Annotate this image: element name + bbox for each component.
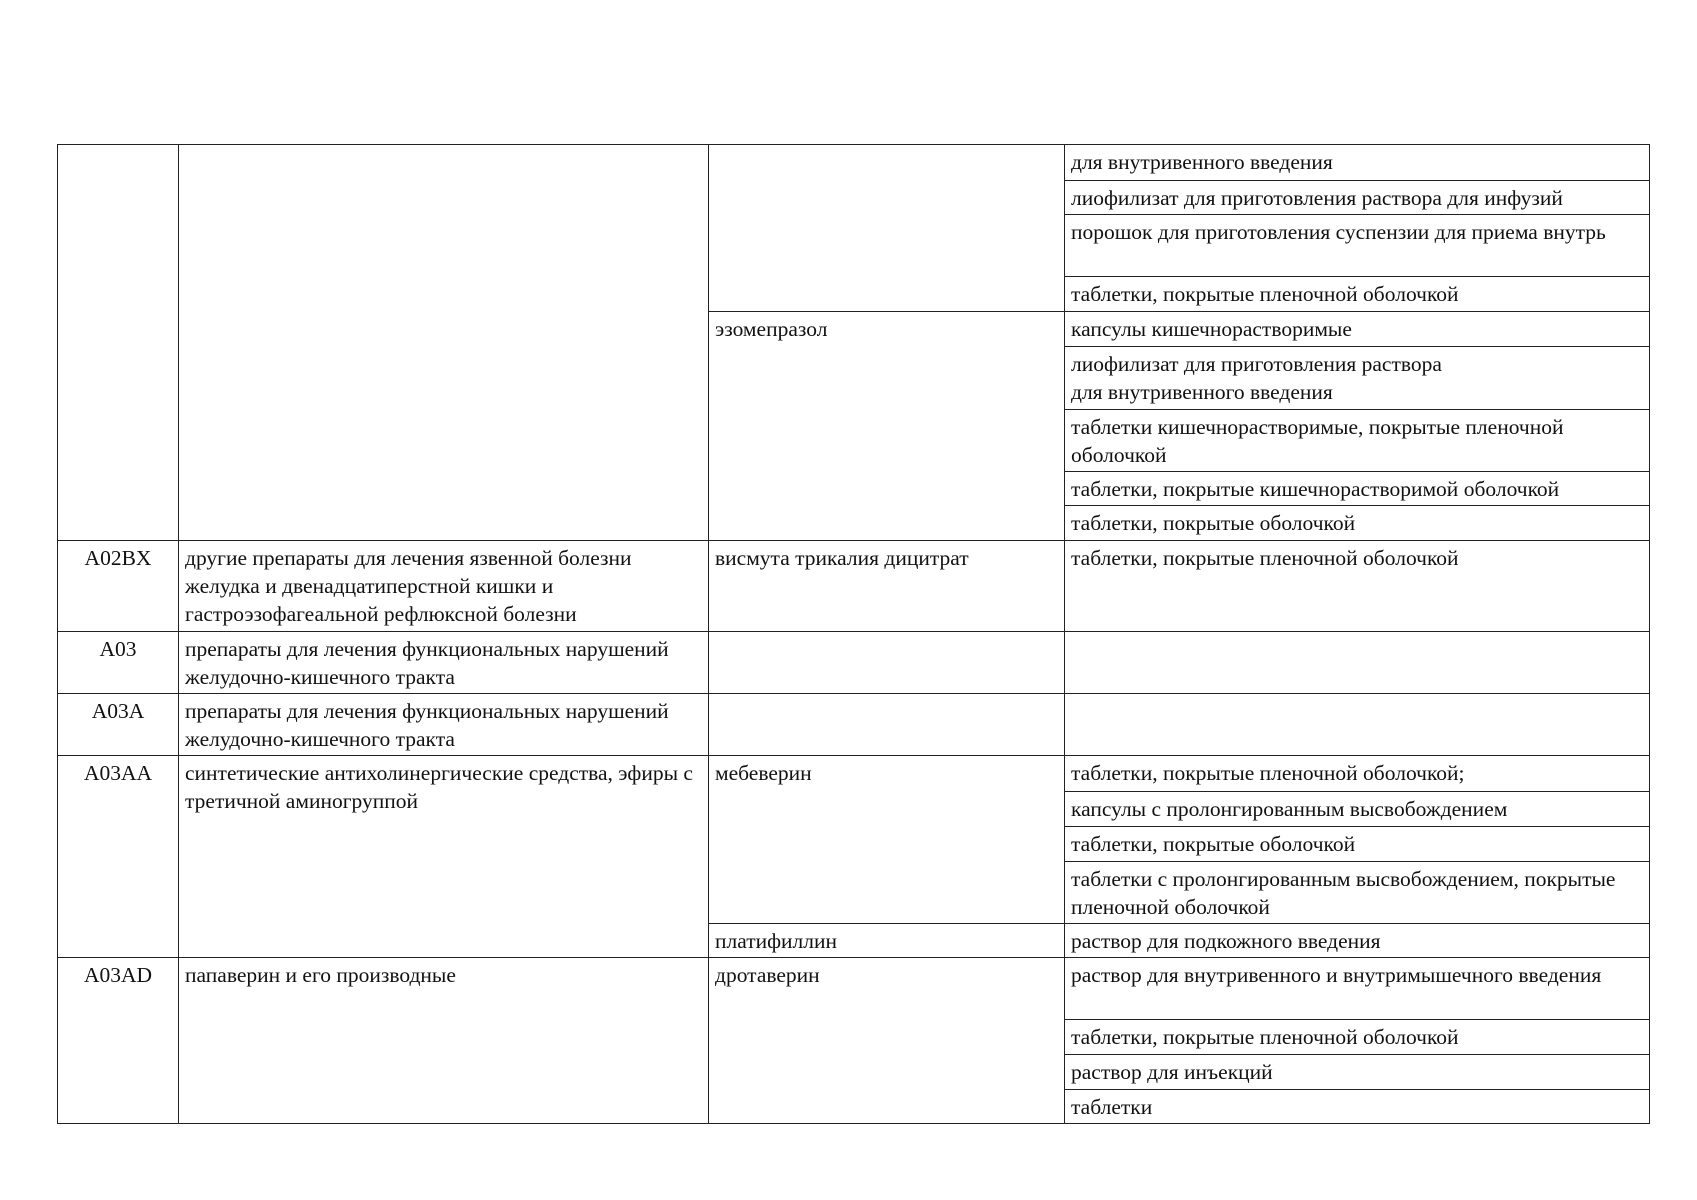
group-description-cell xyxy=(179,145,709,541)
group-description-cell: препараты для лечения функциональных нарушений желудочно-кишечного тракта xyxy=(179,632,709,694)
table-row xyxy=(58,541,1650,632)
dosage-form-cell: капсулы с пролонгированным высвобождением xyxy=(1065,792,1650,827)
group-description-cell: синтетические антихолинергические средства, эфиры с третичной аминогруппой xyxy=(179,756,709,958)
table-row xyxy=(58,145,1650,181)
dosage-form-cell: таблетки, покрытые пленочной оболочкой xyxy=(1065,1020,1650,1055)
drug-name-cell xyxy=(709,145,1065,312)
atc-code-cell: A02BX xyxy=(58,541,179,632)
group-description-cell: другие препараты для лечения язвенной болезни желудка и двенадцатиперстной кишки и гастроэзофагеальной рефлюксной болезни xyxy=(179,541,709,632)
table-body xyxy=(58,145,1650,1124)
dosage-form-cell: для внутривенного введения xyxy=(1065,145,1650,181)
dosage-form-cell: лиофилизат для приготовления раствора для инфузий xyxy=(1065,181,1650,215)
table-row xyxy=(58,632,1650,694)
atc-code-cell: A03 xyxy=(58,632,179,694)
dosage-form-cell: лиофилизат для приготовления раствора для внутривенного введения xyxy=(1065,347,1650,410)
atc-code-cell: A03AA xyxy=(58,756,179,958)
dosage-form-cell: раствор для внутривенного и внутримышечного введения xyxy=(1065,958,1650,1020)
group-description-cell: препараты для лечения функциональных нарушений желудочно-кишечного тракта xyxy=(179,694,709,756)
drug-name-cell xyxy=(709,632,1065,694)
dosage-form-cell: таблетки, покрытые пленочной оболочкой xyxy=(1065,277,1650,312)
dosage-form-cell xyxy=(1065,694,1650,756)
drug-list-table xyxy=(57,144,1650,1124)
dosage-form-cell: капсулы кишечнорастворимые xyxy=(1065,312,1650,347)
dosage-form-cell: таблетки с пролонгированным высвобождением, покрытые пленочной оболочкой xyxy=(1065,862,1650,924)
dosage-form-cell: таблетки, покрытые оболочкой xyxy=(1065,827,1650,862)
drug-name-cell: мебеверин xyxy=(709,756,1065,924)
table-row xyxy=(58,958,1650,1020)
group-description-cell: папаверин и его производные xyxy=(179,958,709,1124)
dosage-form-cell: таблетки, покрытые кишечнорастворимой оболочкой xyxy=(1065,472,1650,506)
atc-code-cell: A03AD xyxy=(58,958,179,1124)
dosage-form-cell: порошок для приготовления суспензии для приема внутрь xyxy=(1065,215,1650,277)
dosage-form-cell xyxy=(1065,632,1650,694)
drug-name-cell: платифиллин xyxy=(709,924,1065,958)
drug-name-cell: эзомепразол xyxy=(709,312,1065,541)
atc-code-cell xyxy=(58,145,179,541)
dosage-form-cell: таблетки, покрытые оболочкой xyxy=(1065,506,1650,541)
table-row xyxy=(58,756,1650,792)
drug-name-cell: дротаверин xyxy=(709,958,1065,1124)
table-row xyxy=(58,694,1650,756)
dosage-form-cell: таблетки, покрытые пленочной оболочкой xyxy=(1065,541,1650,632)
dosage-form-cell: таблетки кишечнорастворимые, покрытые пленочной оболочкой xyxy=(1065,410,1650,472)
dosage-form-cell: раствор для инъекций xyxy=(1065,1055,1650,1090)
drug-name-cell: висмута трикалия дицитрат xyxy=(709,541,1065,632)
dosage-form-cell: таблетки, покрытые пленочной оболочкой; xyxy=(1065,756,1650,792)
drug-name-cell xyxy=(709,694,1065,756)
dosage-form-cell: таблетки xyxy=(1065,1090,1650,1124)
atc-code-cell: A03A xyxy=(58,694,179,756)
dosage-form-cell: раствор для подкожного введения xyxy=(1065,924,1650,958)
